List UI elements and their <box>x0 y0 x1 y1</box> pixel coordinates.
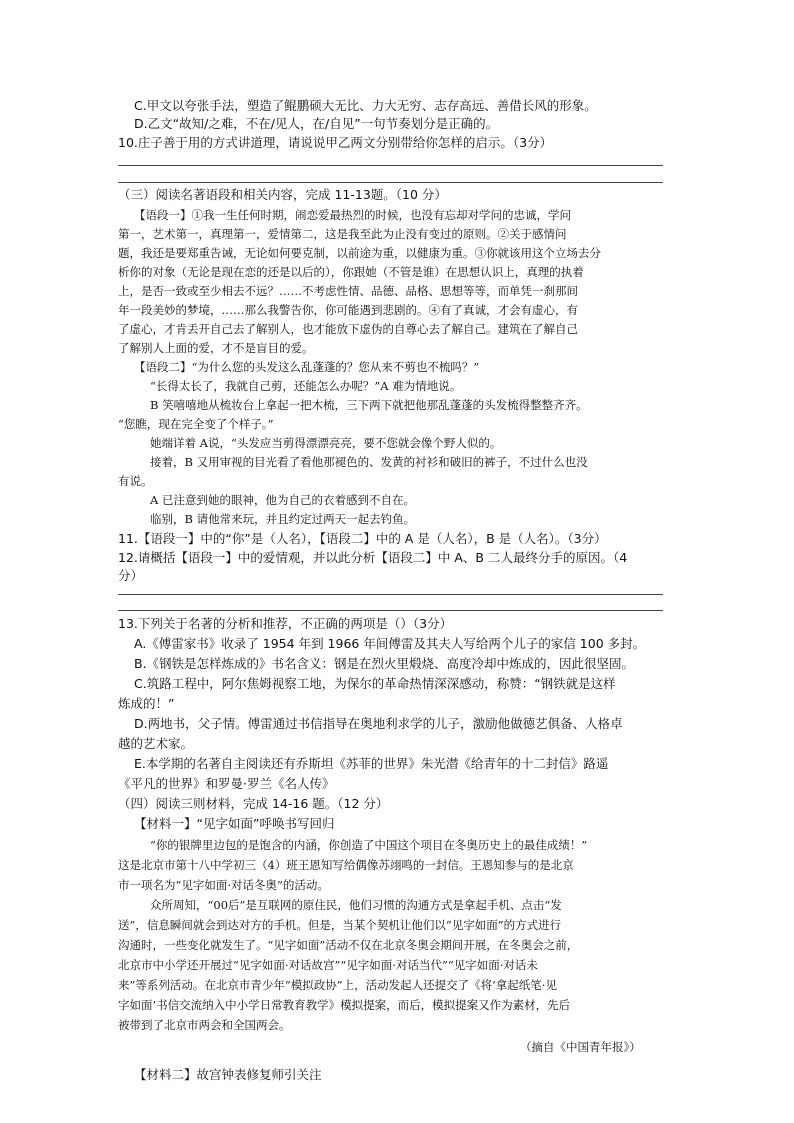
passage-1-line: 【语段一】①我一生任何时期，闹恋爱最热烈的时候，也没有忘却对学问的忠诚，学问 <box>134 208 571 222</box>
answer-line <box>118 182 663 183</box>
question-12-cont: 分） <box>118 568 144 583</box>
passage-1-line: 第一，艺术第一，真理第一，爱情第二，这是我至此为止没有变过的原则。②关于感情问 <box>118 227 567 241</box>
answer-line <box>118 594 663 595</box>
option-c: C.筑路工程中，阿尔焦姆视察工地，为保尔的革命热情深深感动，称赞：“钢铁就是这样 <box>134 676 616 691</box>
passage-2-line: B 笑嘻嘻地从梳妆台上拿起一把木梳，三下两下就把他那乱蓬蓬的头发梳得整整齐齐。 <box>150 398 588 412</box>
answer-line <box>118 610 663 611</box>
passage-2-line: 她端详着 A说，“头发应当剪得漂漂亮亮，要不您就会像个野人似的。 <box>150 436 502 450</box>
passage-2-line: 有说。 <box>118 474 153 488</box>
passage-1-line: 析你的对象（无论是现在恋的还是以后的），你跟她（不管是谁）在思想认识上，真理的执着 <box>118 265 584 279</box>
material-1-line: 众所周知，“00后”是互联网的原住民，他们习惯的沟通方式是拿起手机、点击“发 <box>150 898 562 912</box>
passage-1-line: 了解别人上面的爱，才不是盲目的爱。 <box>118 341 314 355</box>
material-1-line: 字如面’书信交流纳入中小学日常教育教学》模拟提案，而后，模拟提案又作为素材，先后 <box>118 998 571 1012</box>
passage-2-line: 【语段二】“为什么您的头发这么乱蓬蓬的？您从来不剪也不梳吗？” <box>134 360 480 374</box>
material-2-title: 【材料二】故宫钟表修复师引关注 <box>134 1067 322 1082</box>
source-note: （摘自《中国青年报》） <box>520 1040 641 1054</box>
passage-2-line: “您瞧，现在完全变了个样子。” <box>118 417 274 431</box>
question-11: 11.【语段一】中的“你”是（人名），【语段二】中的 A 是（人名），B 是（人名）。（3分） <box>118 531 607 546</box>
passage-2-line: “长得太长了，我就自己剪，还能怎么办呢？”A 难为情地说。 <box>150 379 462 393</box>
option-b: B.《钢铁是怎样炼成的》书名含义：钢是在烈火里煅烧、高度冷却中炼成的，因此很坚固。 <box>134 656 635 671</box>
section-4-heading: （四）阅读三则材料，完成 14-16 题。（12 分） <box>118 796 389 811</box>
option-d-cont: 越的艺术家。 <box>118 736 194 751</box>
section-3-heading: （三）阅读名著语段和相关内容，完成 11-13题。（10 分） <box>118 187 447 202</box>
material-1-title: 【材料一】“见字如面”呼唤书写回归 <box>134 816 335 831</box>
passage-2-line: A 已注意到她的眼神，他为自己的衣着感到不自在。 <box>150 493 415 507</box>
option-e-cont: 《平凡的世界》和罗曼·罗兰《名人传》 <box>118 776 335 791</box>
option-c-cont: 炼成的！” <box>118 696 175 711</box>
question-13: 13.下列关于名著的分析和推荐，不正确的两项是（）（3分） <box>118 616 453 631</box>
question-12: 12.请概括【语段一】中的爱情观，并以此分析【语段二】中 A、B 二人最终分手的原因。（4 <box>118 550 628 565</box>
passage-1-line: 年一段美妙的梦境，……那么我警告你，你可能遇到悲剧的。④有了真诚，才会有虚心，有 <box>118 303 578 317</box>
option-a: A.《傅雷家书》收录了 1954 年到 1966 年间傅雷及其夫人写给两个儿子的家信 100 多封。 <box>134 636 646 651</box>
answer-line <box>118 165 663 166</box>
passage-1-line: 了虚心，才肯丢开自己去了解别人，也才能放下虚伪的自尊心去了解自己。建筑在了解自己 <box>118 322 578 336</box>
question-10: 10.庄子善于用的方式讲道理，请说说甲乙两文分别带给你怎样的启示。（3分） <box>118 135 553 150</box>
passage-2-line: 临别，B 请他常来玩，并且约定过两天一起去钓鱼。 <box>150 512 416 526</box>
material-1-line: 送”，信息瞬间就会到达对方的手机。但是，当某个契机让他们以“见字如面”的方式进行 <box>118 918 562 932</box>
passage-1-line: 上，是否一致或至少相去不远？……不考虑性情、品德、品格、思想等等，而单凭一刹那间 <box>118 284 578 298</box>
material-1-line: 市一项名为“见字如面·对话冬奥”的活动。 <box>118 878 329 892</box>
option-d: D.两地书，父子情。傅雷通过书信指导在奥地利求学的儿子，激励他做德艺俱备、人格卓 <box>134 716 623 731</box>
material-1-line: 这是北京市第十八中学初三（4）班王恩知写给偶像苏翊鸣的一封信。王恩知参与的是北京 <box>118 858 574 872</box>
material-1-line: “你的银牌里边包的是饱含的内涵，你创造了中国这个项目在冬奥历史上的最佳成绩！” <box>150 838 588 852</box>
option-d: D.乙文“故知/之难，不在/见人，在/自见”一句节奏划分是正确的。 <box>134 116 499 131</box>
passage-2-line: 接着，B 又用审视的目光看了看他那褪色的、发黄的衬衫和破旧的裤子，不过什么也没 <box>150 455 588 469</box>
material-1-line: 沟通时，一些变化就发生了。“见字如面”活动不仅在北京冬奥会期间开展，在冬奥会之前， <box>118 938 579 952</box>
option-c: C.甲文以夸张手法，塑造了鲲鹏硕大无比、力大无穷、志存高远、善借长风的形象。 <box>134 98 597 113</box>
material-1-line: 来”等系列活动。在北京市青少年“模拟政协”上，活动发起人还提交了《将‘拿起纸笔·见 <box>118 978 557 992</box>
option-e: E.本学期的名著自主阅读还有乔斯坦《苏菲的世界》朱光潜《给青年的十二封信》路遥 <box>134 756 609 771</box>
passage-1-line: 题，我还是要郑重告诫，无论如何要克制，以前途为重，以健康为重。③你就该用这个立场去分 <box>118 246 601 260</box>
material-1-line: 北京市中小学还开展过“见字如面·对话故宫”“见字如面·对话当代”“见字如面·对话未 <box>118 958 538 972</box>
material-1-line: 被带到了北京市两会和全国两会。 <box>118 1018 291 1032</box>
